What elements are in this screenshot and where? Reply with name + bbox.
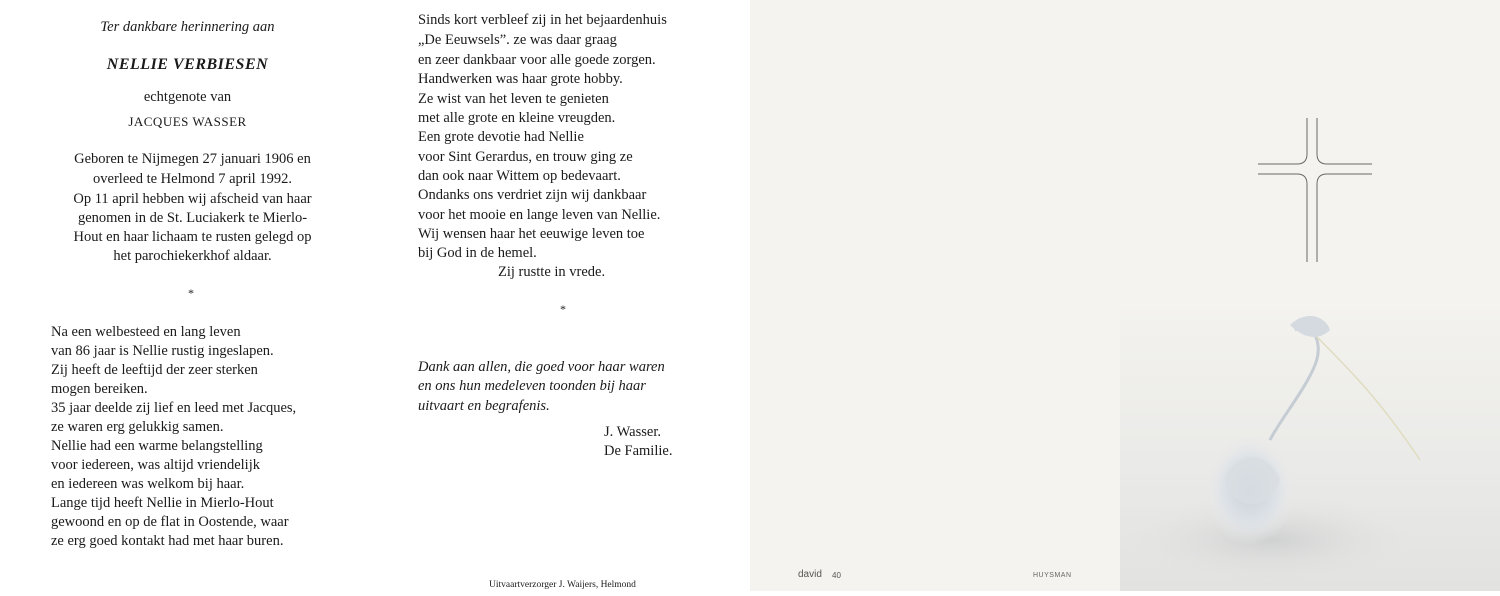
story-line: met alle grote en kleine vreugden. bbox=[418, 110, 616, 126]
bio-line: Geboren te Nijmegen 27 januari 1906 en bbox=[74, 151, 311, 167]
story-line: Sinds kort verbleef zij in het bejaardenhuis bbox=[418, 12, 667, 28]
thanks-line: en ons hun medeleven toonden bij haar bbox=[418, 378, 646, 394]
story-line: Zij heeft de leeftijd der zeer sterken bbox=[51, 362, 258, 378]
rose-photo bbox=[1120, 310, 1500, 591]
bio-line: het parochiekerkhof aldaar. bbox=[113, 248, 272, 264]
story-line: Wij wensen haar het eeuwige leven toe bbox=[418, 226, 645, 242]
story-line: 35 jaar deelde zij lief en leed met Jacques, bbox=[51, 400, 297, 416]
story-line: van 86 jaar is Nellie rustig ingeslapen. bbox=[51, 343, 274, 359]
spouse-name: JACQUES WASSER bbox=[128, 114, 247, 129]
card-number: 40 bbox=[832, 571, 841, 580]
thanks-line: Dank aan allen, die goed voor haar waren bbox=[418, 359, 665, 375]
rest-in-peace: Zij rustte in vrede. bbox=[498, 264, 606, 280]
cross-icon bbox=[1258, 118, 1373, 264]
story-line: mogen bereiken. bbox=[51, 381, 148, 397]
spouse-label: echtgenote van bbox=[143, 89, 232, 105]
story-line: ze waren erg gelukkig samen. bbox=[51, 419, 224, 435]
story-line: gewoond en op de flat in Oostende, waar bbox=[51, 514, 289, 530]
bio-line: overleed te Helmond 7 april 1992. bbox=[93, 171, 292, 187]
undertaker-footer: Uitvaartverzorger J. Waijers, Helmond bbox=[489, 580, 636, 590]
story-line: Een grote devotie had Nellie bbox=[418, 129, 584, 145]
bio-line: Op 11 april hebben wij afscheid van haar bbox=[73, 191, 312, 207]
rose-illustration bbox=[1120, 310, 1500, 591]
story-line: dan ook naar Wittem op bedevaart. bbox=[418, 168, 621, 184]
publisher-left: david bbox=[798, 569, 822, 580]
story-line: Ze wist van het leven te genieten bbox=[418, 91, 609, 107]
story-line: Lange tijd heeft Nellie in Mierlo-Hout bbox=[51, 495, 274, 511]
story-line: voor het mooie en lange leven van Nellie. bbox=[418, 207, 661, 223]
story-line: Nellie had een warme belangstelling bbox=[51, 438, 263, 454]
right-panel bbox=[750, 0, 1500, 591]
intro-text: Ter dankbare herinnering aan bbox=[100, 19, 275, 35]
signature-family: De Familie. bbox=[604, 443, 673, 459]
middle-panel bbox=[375, 0, 750, 591]
story-line: voor iedereen, was altijd vriendelijk bbox=[51, 457, 260, 473]
story-line: „De Eeuwsels”. ze was daar graag bbox=[418, 32, 617, 48]
story-line: voor Sint Gerardus, en trouw ging ze bbox=[418, 149, 633, 165]
bio-line: genomen in de St. Luciakerk te Mierlo- bbox=[77, 210, 308, 226]
story-line: Ondanks ons verdriet zijn wij dankbaar bbox=[418, 187, 647, 203]
bio-line: Hout en haar lichaam te rusten gelegd op bbox=[73, 229, 312, 245]
story-line: en iedereen was welkom bij haar. bbox=[51, 476, 245, 492]
story-line: en zeer dankbaar voor alle goede zorgen. bbox=[418, 52, 656, 68]
left-panel bbox=[0, 0, 375, 591]
divider-star: * bbox=[188, 286, 194, 300]
deceased-name: NELLIE VERBIESEN bbox=[106, 56, 269, 73]
divider-star: * bbox=[560, 302, 566, 316]
thanks-line: uitvaart en begrafenis. bbox=[418, 398, 550, 414]
story-line: Na een welbesteed en lang leven bbox=[51, 324, 241, 340]
publisher-right: HUYSMAN bbox=[1033, 572, 1072, 579]
story-line: Handwerken was haar grote hobby. bbox=[418, 71, 623, 87]
story-line: bij God in de hemel. bbox=[418, 245, 537, 261]
signature-name: J. Wasser. bbox=[604, 424, 661, 440]
story-line: ze erg goed kontakt had met haar buren. bbox=[51, 533, 284, 549]
